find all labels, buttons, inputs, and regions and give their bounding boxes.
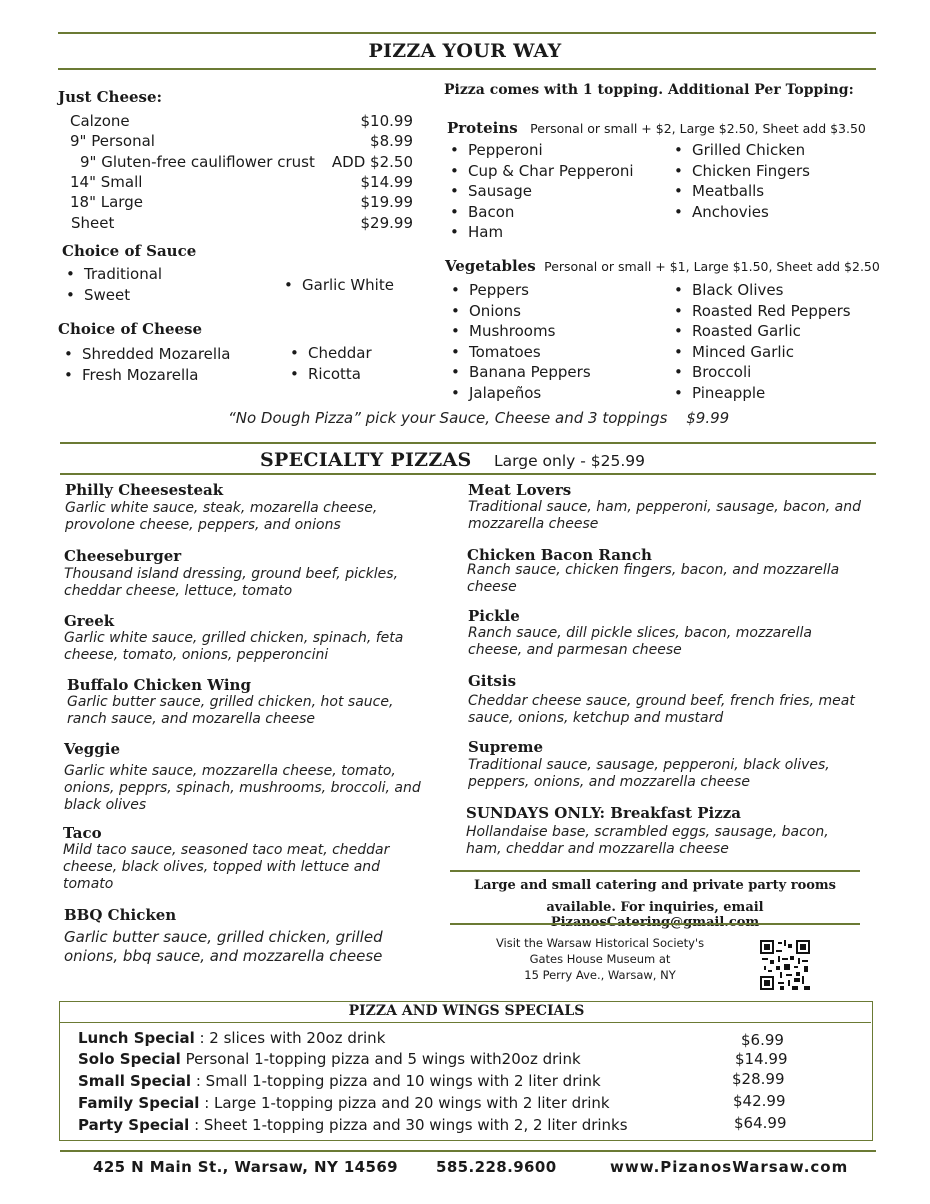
specialty-pizza-description: Thousand island dressing, ground beef, pickles, cheddar cheese, lettuce, tomato — [64, 566, 399, 599]
specialty-pizza-description: Garlic white sauce, grilled chicken, spinach, feta cheese, tomato, onions, pepperoncini — [64, 630, 404, 663]
catering-bottom-rule — [450, 923, 860, 925]
specialty-pizza-description: Traditional sauce, ham, pepperoni, sausage, bacon, and mozzarella cheese — [468, 499, 861, 532]
protein-topping: • Cup & Char Pepperoni — [446, 161, 634, 182]
vegetable-topping: • Broccoli — [670, 362, 851, 383]
special-price: $42.99 — [733, 1092, 786, 1110]
just-cheese-item-price: ADD $2.50 — [331, 152, 413, 171]
sauce-option: • Garlic White — [280, 275, 394, 296]
proteins-heading: Proteins — [447, 119, 518, 137]
footer-rule — [60, 1150, 876, 1152]
cheese-option: • Fresh Mozarella — [60, 365, 230, 386]
protein-topping: • Ham — [446, 222, 634, 243]
cheese-option: • Ricotta — [286, 364, 372, 385]
special-name: Lunch Special — [78, 1029, 195, 1047]
specialty-pizza-description: Garlic white sauce, mozzarella cheese, tomato, onions, pepprs, spinach, mushrooms, broccoli, and black olives — [64, 763, 421, 813]
just-cheese-item-label: 18" Large — [70, 193, 143, 212]
cheese-heading: Choice of Cheese — [58, 320, 203, 338]
just-cheese-item-label: 9" Gluten-free cauliflower crust — [80, 152, 315, 171]
specialty-pizza-name: Buffalo Chicken Wing — [67, 676, 251, 694]
specialty-pizza-name: BBQ Chicken — [64, 906, 177, 924]
museum-line-1: Visit the Warsaw Historical Society's — [495, 936, 705, 950]
vegetable-topping: • Minced Garlic — [670, 342, 851, 363]
no-dough-price: $9.99 — [686, 409, 730, 427]
vegetables-pricing: Personal or small + $1, Large $1.50, Sheet add $2.50 — [544, 259, 880, 274]
protein-topping: • Bacon — [446, 202, 634, 223]
specialty-pizza-name: Taco — [63, 824, 102, 842]
museum-line-2: Gates House Museum at — [529, 952, 671, 966]
special-name: Family Special — [78, 1094, 200, 1112]
sauce-option: • Sweet — [62, 285, 162, 306]
proteins-list-2 — [670, 140, 810, 222]
top-rule — [58, 32, 876, 34]
specialty-pizza-name: Gitsis — [468, 672, 517, 690]
specialty-pizza-description: Ranch sauce, chicken fingers, bacon, and mozzarella cheese — [467, 562, 840, 595]
specialty-pizza-name: SUNDAYS ONLY: Breakfast Pizza — [466, 804, 742, 822]
just-cheese-item-price: $8.99 — [370, 132, 413, 151]
vegetables-list-1 — [447, 280, 591, 404]
special-name: Party Special — [78, 1116, 190, 1134]
just-cheese-item-label: 9" Personal — [70, 132, 155, 151]
specialty-top-rule — [60, 442, 876, 444]
sauce-heading: Choice of Sauce — [62, 242, 197, 260]
specials-title: PIZZA AND WINGS SPECIALS — [348, 1003, 585, 1019]
specialty-pizza-description: Hollandaise base, scrambled eggs, sausage, bacon, ham, cheddar and mozzarella cheese — [466, 824, 829, 857]
special-row — [78, 1050, 581, 1068]
specialty-header — [260, 449, 645, 471]
catering-top-rule — [450, 870, 860, 872]
no-dough-text: “No Dough Pizza” pick your Sauce, Cheese and 3 toppings — [228, 409, 668, 427]
special-price: $6.99 — [741, 1031, 784, 1049]
specialty-pizza-name: Pickle — [468, 607, 520, 625]
protein-topping: • Meatballs — [670, 181, 810, 202]
protein-topping: • Chicken Fingers — [670, 161, 810, 182]
vegetables-list-2 — [670, 280, 851, 404]
special-description: : Large 1-topping pizza and 20 wings with 2 liter drink — [199, 1094, 610, 1112]
specialty-pizza-name: Greek — [64, 612, 115, 630]
vegetable-topping: • Peppers — [447, 280, 591, 301]
specialty-pizza-description: Garlic butter sauce, grilled chicken, grilled onions, bbq sauce, and mozzarella cheese — [64, 928, 383, 965]
protein-topping: • Pepperoni — [446, 140, 634, 161]
museum-line-3: 15 Perry Ave., Warsaw, NY — [524, 968, 676, 982]
special-row — [78, 1072, 601, 1090]
vegetables-heading: Vegetables — [445, 257, 536, 275]
cheese-option: • Cheddar — [286, 343, 372, 364]
protein-topping: • Sausage — [446, 181, 634, 202]
specialty-pizza-description: Mild taco sauce, seasoned taco meat, cheddar cheese, black olives, topped with lettuce and tomato — [63, 842, 390, 892]
just-cheese-item-price: $29.99 — [360, 213, 413, 232]
specialty-pizza-name: Chicken Bacon Ranch — [467, 546, 652, 564]
specialty-pizza-description: Traditional sauce, sausage, pepperoni, black olives, peppers, onions, and mozzarella cheese — [468, 757, 830, 790]
footer-phone: 585.228.9600 — [436, 1158, 557, 1176]
specialty-pizza-description: Cheddar cheese sauce, ground beef, french fries, meat sauce, onions, ketchup and mustard — [468, 693, 855, 726]
toppings-intro: Pizza comes with 1 topping. Additional Per Topping: — [444, 82, 854, 98]
special-row — [78, 1029, 385, 1047]
special-row — [78, 1094, 610, 1112]
sauce-list-2 — [280, 275, 394, 296]
cheese-list-1 — [60, 344, 230, 385]
specials-title-rule — [60, 1022, 871, 1023]
special-price: $28.99 — [732, 1070, 785, 1088]
just-cheese-item-label: 14" Small — [70, 172, 143, 191]
vegetable-topping: • Mushrooms — [447, 321, 591, 342]
sauce-list-1 — [62, 264, 162, 305]
vegetable-topping: • Roasted Red Peppers — [670, 301, 851, 322]
specialty-pizza-name: Supreme — [468, 738, 544, 756]
special-name: Small Special — [78, 1072, 192, 1090]
footer-website[interactable]: www.PizanosWarsaw.com — [610, 1158, 849, 1176]
qr-code-icon[interactable] — [760, 940, 810, 990]
protein-topping: • Grilled Chicken — [670, 140, 810, 161]
vegetable-topping: • Jalapeños — [447, 383, 591, 404]
special-price: $14.99 — [735, 1050, 788, 1068]
sauce-option: • Traditional — [62, 264, 162, 285]
vegetable-topping: • Onions — [447, 301, 591, 322]
footer-address: 425 N Main St., Warsaw, NY 14569 — [93, 1158, 399, 1176]
special-price: $64.99 — [734, 1114, 787, 1132]
page-title: PIZZA YOUR WAY — [368, 40, 562, 62]
special-row — [78, 1116, 628, 1134]
special-description: Personal 1-topping pizza and 5 wings with20oz drink — [180, 1050, 581, 1068]
specialty-pizza-name: Cheeseburger — [64, 547, 182, 565]
proteins-header — [447, 119, 866, 138]
specialty-pizza-description: Garlic white sauce, steak, mozarella cheese, provolone cheese, peppers, and onions — [65, 500, 378, 533]
just-cheese-item-price: $10.99 — [360, 112, 413, 130]
specialty-pizza-name: Philly Cheesesteak — [65, 481, 224, 499]
special-description: : 2 slices with 20oz drink — [194, 1029, 386, 1047]
vegetable-topping: • Tomatoes — [447, 342, 591, 363]
vegetable-topping: • Roasted Garlic — [670, 321, 851, 342]
specialty-pizza-description: Ranch sauce, dill pickle slices, bacon, mozzarella cheese, and parmesan cheese — [468, 625, 812, 658]
no-dough-line — [228, 410, 729, 427]
proteins-list-1 — [446, 140, 634, 243]
special-description: : Sheet 1-topping pizza and 30 wings with 2, 2 liter drinks — [189, 1116, 628, 1134]
vegetable-topping: • Banana Peppers — [447, 362, 591, 383]
vegetables-header — [445, 257, 880, 276]
specialty-pizza-name: Meat Lovers — [468, 481, 572, 499]
specialty-pizza-name: Veggie — [64, 740, 121, 758]
cheese-list-2 — [286, 343, 372, 384]
special-name: Solo Special — [78, 1050, 181, 1068]
title-rule — [58, 68, 876, 70]
specialty-bottom-rule — [60, 473, 876, 475]
just-cheese-item-price: $14.99 — [360, 172, 413, 191]
just-cheese-item-price: $19.99 — [360, 193, 413, 212]
just-cheese-item-label: Sheet — [71, 213, 115, 232]
special-description: : Small 1-topping pizza and 10 wings with 2 liter drink — [191, 1072, 601, 1090]
vegetable-topping: • Pineapple — [670, 383, 851, 404]
catering-line-2: available. For inquiries, email — [546, 900, 764, 915]
specialty-title: SPECIALTY PIZZAS — [260, 449, 472, 471]
just-cheese-item-label: Calzone — [70, 112, 130, 130]
specialty-pizza-description: Garlic butter sauce, grilled chicken, hot sauce, ranch sauce, and mozarella cheese — [67, 694, 394, 727]
catering-line-1: Large and small catering and private party rooms — [473, 878, 837, 893]
vegetable-topping: • Black Olives — [670, 280, 851, 301]
protein-topping: • Anchovies — [670, 202, 810, 223]
proteins-pricing: Personal or small + $2, Large $2.50, Sheet add $3.50 — [530, 121, 866, 136]
cheese-option: • Shredded Mozarella — [60, 344, 230, 365]
specialty-note: Large only - $25.99 — [494, 452, 646, 470]
just-cheese-heading: Just Cheese: — [58, 88, 163, 106]
